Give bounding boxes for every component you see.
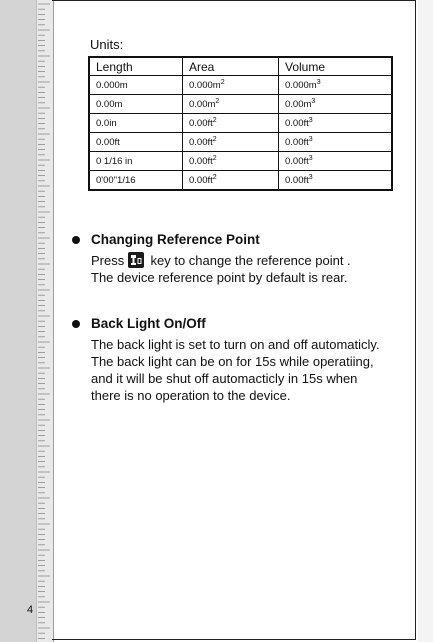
unit-exponent: 2 bbox=[220, 78, 225, 86]
unit-value: 0.00ft bbox=[189, 137, 213, 149]
unit-value: 0.000m bbox=[96, 79, 128, 91]
press-text: Press bbox=[91, 253, 125, 268]
reference-point-key-icon bbox=[128, 252, 144, 268]
units-table-row bbox=[89, 133, 392, 152]
section-back-light bbox=[72, 316, 412, 406]
area-cell bbox=[183, 76, 279, 95]
unit-value: 0.00ft bbox=[189, 175, 213, 187]
units-table-row bbox=[89, 171, 392, 191]
unit-exponent: 3 bbox=[311, 97, 316, 105]
bullet-icon bbox=[72, 320, 80, 328]
unit-exponent: 2 bbox=[212, 116, 217, 124]
volume-cell bbox=[279, 171, 393, 191]
unit-value: 0.00m bbox=[285, 99, 312, 111]
bullet-icon bbox=[72, 236, 80, 244]
ruler-ticks bbox=[36, 0, 52, 642]
length-cell bbox=[89, 152, 183, 171]
section-changing-reference-point bbox=[72, 232, 402, 292]
area-cell bbox=[183, 171, 279, 191]
units-table-row bbox=[89, 95, 392, 114]
unit-exponent: 3 bbox=[308, 135, 313, 143]
reference-point-line-1 bbox=[91, 252, 351, 269]
page-side-ruler bbox=[0, 0, 50, 642]
unit-value: 0 1/16 in bbox=[96, 155, 133, 167]
unit-value: 0.00m bbox=[96, 98, 123, 110]
unit-value: 0.00ft bbox=[285, 118, 309, 130]
column-header-length: Length bbox=[89, 57, 183, 76]
unit-value: 0.00ft bbox=[285, 175, 309, 187]
area-cell bbox=[183, 133, 279, 152]
volume-cell bbox=[279, 152, 393, 171]
units-table bbox=[88, 56, 393, 191]
units-label: Units: bbox=[90, 37, 124, 52]
volume-cell bbox=[279, 95, 393, 114]
units-table-row bbox=[89, 114, 392, 133]
unit-exponent: 2 bbox=[212, 173, 217, 181]
right-page-margin bbox=[418, 0, 433, 642]
back-light-line-2: The back light can be on for 15s while operatiing, bbox=[91, 354, 374, 369]
volume-cell bbox=[279, 76, 393, 95]
volume-cell bbox=[279, 133, 393, 152]
back-light-line-3: and it will be shut off automacticly in 15s when bbox=[91, 371, 358, 386]
unit-value: 0.00ft bbox=[189, 156, 213, 168]
volume-cell bbox=[279, 114, 393, 133]
unit-exponent: 3 bbox=[308, 116, 313, 124]
area-cell bbox=[183, 114, 279, 133]
unit-exponent: 2 bbox=[212, 135, 217, 143]
length-cell bbox=[89, 76, 183, 95]
unit-value: 0.000m bbox=[189, 80, 221, 92]
section-title-back-light: Back Light On/Off bbox=[91, 316, 206, 331]
page-number: 4 bbox=[27, 604, 34, 616]
section-body-back-light bbox=[91, 336, 380, 404]
reference-point-line-2: The device reference point by default is rear. bbox=[91, 270, 348, 285]
units-table-row bbox=[89, 76, 392, 95]
column-header-volume: Volume bbox=[279, 57, 393, 76]
section-body-reference-point bbox=[91, 252, 351, 286]
unit-exponent: 3 bbox=[308, 154, 313, 162]
unit-value: 0.00ft bbox=[285, 156, 309, 168]
unit-exponent: 3 bbox=[308, 173, 313, 181]
column-header-area: Area bbox=[183, 57, 279, 76]
unit-value: 0.00ft bbox=[189, 118, 213, 130]
unit-value: 0'00"1/16 bbox=[96, 174, 136, 186]
length-cell bbox=[89, 114, 183, 133]
units-table-row bbox=[89, 152, 392, 171]
length-cell bbox=[89, 95, 183, 114]
unit-value: 0.00ft bbox=[285, 137, 309, 149]
unit-value: 0.0in bbox=[96, 117, 117, 129]
area-cell bbox=[183, 152, 279, 171]
back-light-line-1: The back light is set to turn on and off automaticly. bbox=[91, 337, 380, 352]
unit-value: 0.000m bbox=[285, 80, 317, 92]
back-light-line-4: there is no operation to the device. bbox=[91, 388, 291, 403]
unit-value: 0.00m bbox=[189, 99, 216, 111]
units-table-header-row bbox=[89, 57, 392, 76]
unit-exponent: 2 bbox=[215, 97, 220, 105]
length-cell bbox=[89, 171, 183, 191]
press-key-suffix-text: key to change the reference point . bbox=[150, 253, 351, 268]
unit-exponent: 2 bbox=[212, 154, 217, 162]
area-cell bbox=[183, 95, 279, 114]
length-cell bbox=[89, 133, 183, 152]
section-title-reference-point: Changing Reference Point bbox=[91, 232, 260, 247]
unit-exponent: 3 bbox=[316, 78, 321, 86]
unit-value: 0.00ft bbox=[96, 136, 120, 148]
